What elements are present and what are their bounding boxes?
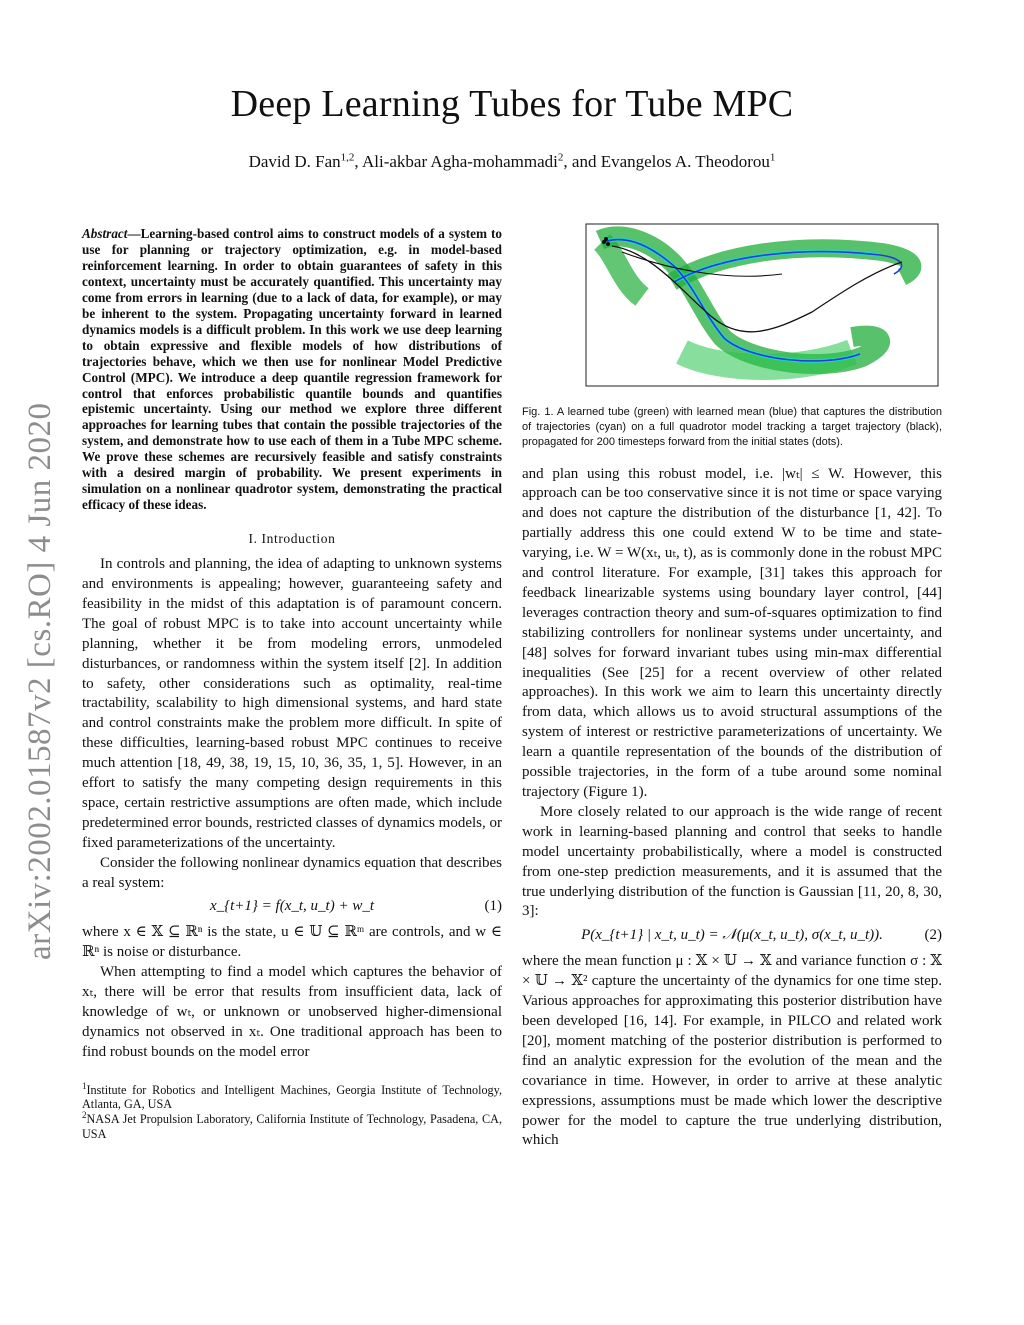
intro-paragraph-1: In controls and planning, the idea of adapting to unknown systems and environments is appealing; however, guaranteeing safety and feasibility in the midst of this adaptation is of paramount concern. The goal of robust MPC is to take into account uncertainty while planning, whether it be from modeling errors, unmodeled disturbances, or randomness within the system itself [2]. In addition to safety, other considerations such as optimality, real-time tractability, scalability to high dimensional systems, and hard state and control constraints make the problem more difficult. In spite of these difficulties, learning-based robust MPC continues to receive much attention [18, 49, 38, 19, 15, 10, 36, 35, 1, 5]. However, in an effort to satisfy the many competing design requirements in this space, certain restrictive assumptions are often made, which include predetermined error bounds, restricted classes of dynamics models, or fixed parameterizations of the uncertainty. <box>82 556 502 851</box>
author-3-affiliation: 1 <box>769 151 776 164</box>
footnote-1-mark: 1 <box>82 1080 87 1091</box>
right-column <box>522 222 942 1151</box>
footnote-2 <box>82 1109 502 1141</box>
abstract-lead: Abstract <box>82 226 128 241</box>
intro-paragraph-3: where x ∈ 𝕏 ⊆ ℝⁿ is the state, u ∈ 𝕌 ⊆ ℝᵐ are controls, and w ∈ ℝⁿ is noise or disturbance. <box>82 924 502 961</box>
section-heading-introduction: I. Introduction <box>248 531 336 547</box>
footnote-2-mark: 2 <box>82 1109 87 1120</box>
footnote-1-text: Institute for Robotics and Intelligent Machines, Georgia Institute of Technology, Atlanta, GA, USA <box>82 1082 502 1112</box>
arxiv-identifier: arXiv:2002.01587v2 [cs.RO] 4 Jun 2020 <box>22 402 58 960</box>
abstract <box>82 226 502 513</box>
paper-title: Deep Learning Tubes for Tube MPC <box>230 83 794 125</box>
left-column <box>82 226 502 1141</box>
author-2: Ali-akbar Agha-mohammadi <box>361 152 558 171</box>
abstract-text: —Learning-based control aims to construct models of a system to use for planning or trajectory optimization, e.g. in model-based reinforcement learning. In order to obtain guarantees of safety in this context, uncertainty must be accurately quantified. This uncertainty may come from errors in learning (due to a lack of data, for example), or may be inherent to the system. Propagating uncertainty forward in learned dynamics models is a difficult problem. In this work we use deep learning to obtain expressive and flexible models of how distributions of trajectories behave, which we then use for nonlinear Model Predictive Control (MPC). We introduce a deep quantile regression framework for control that enforces probabilistic quantile bounds and quantifies epistemic uncertainty. Using our method we explore three different approaches for learning tubes that contain the possible trajectories of the system, and demonstrate how to use each of them in a Tube MPC scheme. We prove these schemes are recursively feasible and satisfy constraints with a desired margin of probability. We present experiments in simulation on a nonlinear quadrotor system, demonstrating the practical efficacy of these ideas. <box>82 226 502 513</box>
intro-paragraph-4: When attempting to find a model which captures the behavior of xₜ, there will be error that results from insufficient data, lack of knowledge of wₜ, or unknown or unobserved higher-dimensional dynamics not observed in xₜ. One traditional approach has been to find robust bounds on the model error <box>82 964 502 1060</box>
equation-2-number: (2) <box>924 927 942 944</box>
author-3: and Evangelos A. Theodorou <box>571 152 770 171</box>
author-1-affiliation: 1,2 <box>340 151 355 164</box>
equation-2-body: P(x_{t+1} | x_t, u_t) = 𝒩(μ(x_t, u_t), σ(x_t, u_t)). <box>581 927 883 944</box>
author-1: David D. Fan <box>248 152 341 171</box>
footnote-1 <box>82 1080 502 1112</box>
footnote-2-text: NASA Jet Propulsion Laboratory, California Institute of Technology, Pasadena, CA, USA <box>82 1111 502 1141</box>
figure-1-caption: Fig. 1. A learned tube (green) with learned mean (blue) that captures the distribution of trajectories (cyan) on a full quadrotor model tracking a target trajectory (black), propagated for 200 timesteps forward from the initial states (dots). <box>522 405 942 449</box>
equation-1 <box>82 897 502 917</box>
author-list: David D. Fan$^{1,2}$, Ali-akbar Agha-mohammadi$^2$, and Evangelos A. Theodorou$^1$ <box>248 151 776 171</box>
equation-1-body: x_{t+1} = f(x_t, u_t) + w_t <box>209 898 374 915</box>
equation-2 <box>522 926 942 946</box>
intro-paragraph-2: Consider the following nonlinear dynamics equation that describes a real system: <box>82 854 502 891</box>
right-paragraph-3: where the mean function μ : 𝕏 × 𝕌 → 𝕏 and variance function σ : 𝕏 × 𝕌 → 𝕏² capture the uncertainty of the dynamics for one time step. Various approaches for approximating this posterior distribution have been developed [16, 14]. For example, in PILCO and related work [20], moment matching of the posterior distribution is performed to find an analytic expression for the evolution of the mean and the covariance in time. However, in order to arrive at these analytic expressions, assumptions must be made which lower the descriptive power for the model to capture the true underlying distribution, which <box>522 953 942 1149</box>
figure-1-tube-plot <box>522 222 940 388</box>
equation-1-number: (1) <box>484 898 502 915</box>
author-2-affiliation: 2 <box>557 151 564 164</box>
footnotes <box>82 1080 502 1141</box>
right-paragraph-1: and plan using this robust model, i.e. |wₜ| ≤ W. However, this approach can be too conservative since it is not time or space varying and does not capture the distribution of the disturbance [1, 42]. To partially address this one could extend W to be time and state-varying, i.e. W = W(xₜ, uₜ, t), as is commonly done in the robust MPC and control literature. For example, [31] takes this approach for feedback linearizable systems using boundary layer control, [44] leverages contraction theory and sum-of-squares optimization to find stabilizing controllers for nonlinear systems under uncertainty, and [48] solves for forward invariant tubes using min-max differential inequalities (See [25] for a recent overview of other related approaches). In this work we aim to learn this uncertainty directly from data, which allows us to avoid structural assumptions of the system of interest or restrictive parameterizations of uncertainty. We learn a quantile representation of the bounds of the distribution of possible trajectories, in the form of a tube around some nominal trajectory (Figure 1). <box>522 465 942 801</box>
right-paragraph-2: More closely related to our approach is the wide range of recent work in learning-based planning and control that seeks to handle model uncertainty probabilistically, where a model is constructed from one-step prediction measurements, and it is assumed that the true underlying distribution of the function is Gaussian [11, 20, 8, 30, 3]: <box>522 803 942 920</box>
